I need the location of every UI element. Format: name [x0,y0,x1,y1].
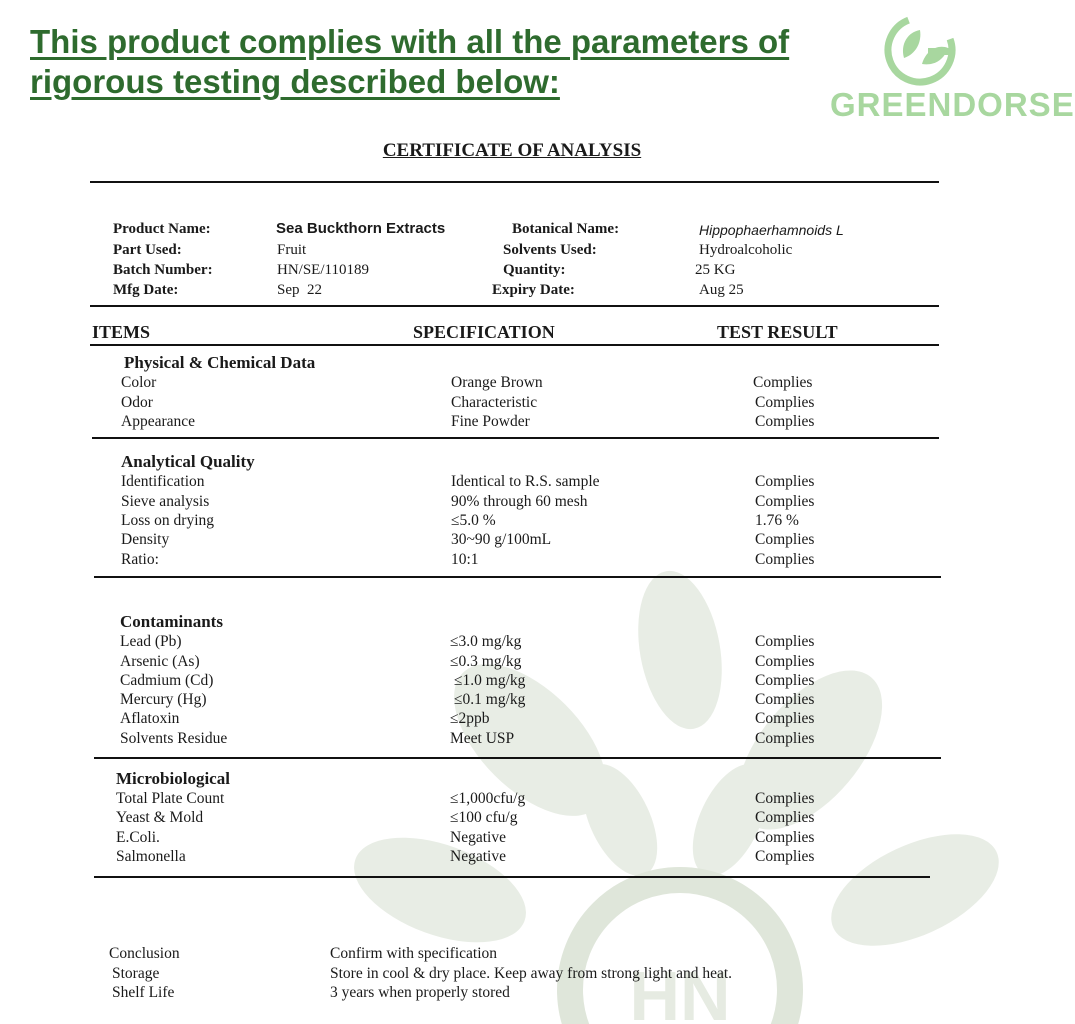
quantity-label: Quantity: [503,262,566,278]
item-name: Sieve analysis [121,493,210,510]
item-result: Complies [755,633,815,650]
item-name: Density [121,531,170,548]
item-specification: ≤0.1 mg/kg [454,691,526,708]
item-name: Odor [121,394,153,411]
batch-number-label: Batch Number: [113,262,213,278]
table-row [0,671,900,691]
item-name: Salmonella [116,848,186,865]
item-specification: ≤0.3 mg/kg [450,653,522,670]
column-header-items: ITEMS [92,322,151,342]
item-specification: Negative [450,848,506,865]
batch-number-value: HN/SE/110189 [277,262,369,278]
solvents-used-label: Solvents Used: [503,242,597,258]
part-used-label: Part Used: [113,242,182,258]
table-row [0,709,900,729]
divider [90,181,939,183]
divider [90,344,939,346]
item-result: Complies [755,473,815,490]
item-name: Total Plate Count [116,790,225,807]
item-name: Yeast & Mold [116,809,204,826]
brand-name: GREENDORSE [830,86,1075,123]
divider [94,576,941,578]
item-specification: ≤2ppb [450,710,490,727]
section-title-analytical-quality: Analytical Quality [121,452,255,471]
table-row [0,808,900,828]
item-name: Arsenic (As) [120,653,200,670]
table-row [0,729,900,749]
item-result: Complies [755,848,815,865]
item-specification: Orange Brown [451,374,543,391]
page-headline: This product complies with all the parameters of rigorous testing described below: [30,23,790,100]
item-specification: Meet USP [450,730,515,747]
item-result: Complies [755,493,815,510]
item-specification: ≤1,000cfu/g [450,790,526,807]
item-result: Complies [755,829,815,846]
column-header-test-result: TEST RESULT [717,322,838,342]
table-row [0,412,900,432]
section-title-contaminants: Contaminants [120,612,223,631]
storage-value: Store in cool & dry place. Keep away from strong light and heat. [330,965,733,982]
botanical-name-value: Hippophaerhamnoids L [699,222,844,238]
conclusion-label: Conclusion [109,945,180,962]
table-row [0,789,900,809]
item-name: Ratio: [121,551,159,568]
table-row [0,492,900,512]
table-row [0,632,900,652]
item-specification: ≤3.0 mg/kg [450,633,522,650]
product-name-value: Sea Buckthorn Extracts [276,220,446,237]
item-name: Loss on drying [121,512,214,529]
storage-label: Storage [112,965,160,982]
item-specification: Fine Powder [451,413,530,430]
conclusion-value: Confirm with specification [330,945,498,962]
table-row [0,652,900,672]
table-row [0,472,900,492]
divider [90,305,939,307]
shelf-life-label: Shelf Life [112,984,175,1001]
item-name: Appearance [121,413,196,430]
item-result: Complies [755,672,815,689]
item-name: Lead (Pb) [120,633,182,650]
item-result: Complies [755,691,815,708]
item-specification: Negative [450,829,506,846]
table-row [0,828,900,848]
quantity-value: 25 KG [695,262,736,278]
item-result: Complies [755,730,815,747]
certificate-title: CERTIFICATE OF ANALYSIS [382,140,642,161]
item-name: Solvents Residue [120,730,228,747]
table-row [0,511,900,531]
divider [92,437,939,439]
item-name: Cadmium (Cd) [120,672,214,689]
item-result: Complies [755,394,815,411]
table-row [0,393,900,413]
divider [94,876,930,878]
section-title-microbiological: Microbiological [116,769,230,788]
divider [94,757,941,759]
item-specification: ≤1.0 mg/kg [454,672,526,689]
mfg-date-label: Mfg Date: [113,282,179,298]
item-specification: ≤100 cfu/g [450,809,518,826]
greendorse-logo [830,14,1075,126]
product-name-label: Product Name: [113,221,211,237]
part-used-value: Fruit [277,242,307,258]
shelf-life-value: 3 years when properly stored [330,984,510,1001]
mfg-date-value: Sep 22 [277,282,322,298]
item-name: Identification [121,473,205,490]
item-result: Complies [755,531,815,548]
table-row [0,847,900,867]
watermark-text: HN [629,957,731,1024]
item-specification: Identical to R.S. sample [451,473,600,490]
item-result: Complies [753,374,813,391]
item-name: Mercury (Hg) [120,691,207,708]
item-result: Complies [755,413,815,430]
item-specification: 30~90 g/100mL [451,531,552,548]
leaf-g-logo-icon [830,14,1010,94]
expiry-date-value: Aug 25 [699,282,744,298]
item-result: Complies [755,653,815,670]
item-specification: 90% through 60 mesh [451,493,588,510]
item-result: Complies [755,710,815,727]
item-specification: Characteristic [451,394,538,411]
column-header-specification: SPECIFICATION [413,322,555,342]
solvents-used-value: Hydroalcoholic [699,242,793,258]
item-result: 1.76 % [755,512,799,529]
item-name: E.Coli. [116,829,160,846]
item-result: Complies [755,551,815,568]
botanical-name-label: Botanical Name: [512,221,620,237]
table-row [0,373,900,393]
item-name: Aflatoxin [120,710,180,727]
table-row [0,690,900,710]
item-specification: ≤5.0 % [451,512,496,529]
expiry-date-label: Expiry Date: [492,282,575,298]
item-result: Complies [755,790,815,807]
item-result: Complies [755,809,815,826]
item-specification: 10:1 [451,551,479,568]
table-row [0,550,900,570]
item-name: Color [121,374,157,391]
section-title-physical-chemical: Physical & Chemical Data [124,353,316,372]
table-row [0,530,900,550]
